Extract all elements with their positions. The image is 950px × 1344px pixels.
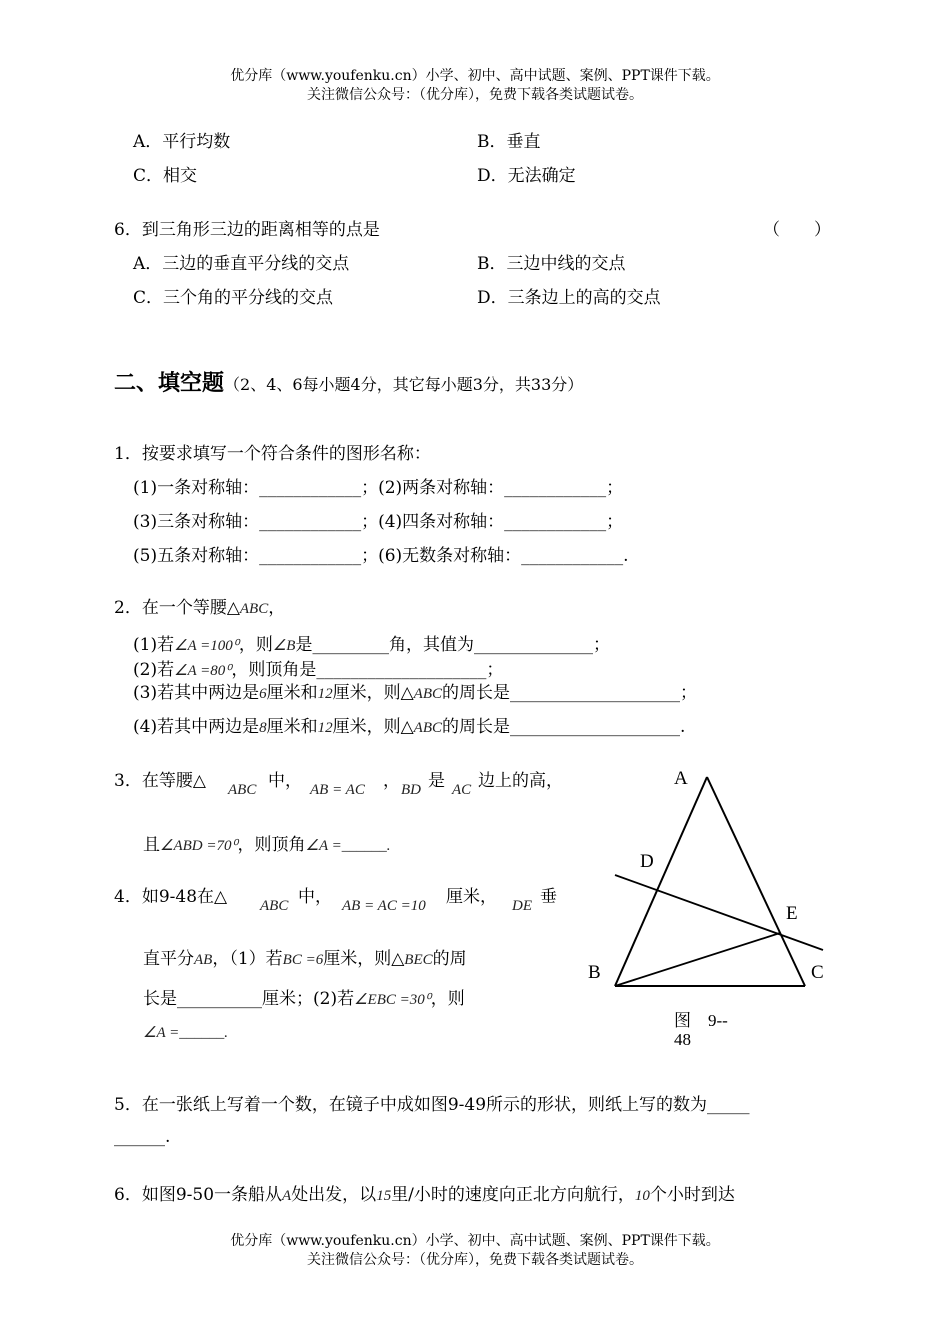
text: 长是__________厘米；(2)若	[143, 989, 355, 1009]
fill-q2-line4	[133, 712, 685, 737]
math: BC =6	[282, 952, 324, 968]
fill-q3-line1-b: 中，	[268, 771, 302, 791]
text: ，则顶角是____________________；	[231, 660, 504, 680]
math: ABC	[413, 686, 443, 702]
text: 是_________角，其值为______________；	[295, 635, 610, 655]
figure-caption-2: 48	[674, 1030, 691, 1049]
text: 厘米和	[266, 717, 318, 737]
q6-answer-paren: （ ）	[763, 220, 831, 240]
fill-q5-line1: 5．在一张纸上写着一个数，在镜子中成如图9-49所示的形状，则纸上写的数为_____	[114, 1095, 750, 1115]
fill-q2-line2	[133, 655, 503, 680]
label-b: B	[588, 962, 601, 983]
text: (3)若其中两边是	[133, 683, 260, 703]
math: ABC	[239, 601, 269, 617]
fill-q4-math-ab-ac: AB = AC =10	[342, 898, 426, 914]
label-a: A	[674, 768, 688, 789]
math: ∠B	[272, 638, 296, 654]
fill-q1-stem: 1．按要求填写一个符合条件的图形名称：	[114, 444, 431, 464]
math: 12	[317, 686, 333, 702]
q6-option-d: D．三条边上的高的交点	[477, 288, 661, 308]
math: A	[282, 1188, 292, 1204]
text: 个小时到达	[649, 1185, 735, 1205]
fill-q4-math-de: DE	[512, 898, 532, 914]
fill-q4-line3	[143, 984, 465, 1009]
figure-caption-1: 图 9--	[674, 1011, 728, 1030]
label-e: E	[786, 903, 798, 924]
fill-q3-line1-e: 边上的高，	[478, 771, 563, 791]
text: ，则	[238, 635, 273, 655]
footer-line-1: 优分库（www.youfenku.cn）小学、初中、高中试题、案例、PPT课件下载。	[230, 1233, 720, 1249]
math: BEC	[404, 952, 433, 968]
math: ABC	[413, 720, 443, 736]
fill-q4-line4: ∠A =______.	[143, 1025, 228, 1041]
math: 6	[259, 686, 267, 702]
math: 15	[376, 1188, 392, 1204]
text: 厘米，则△	[332, 683, 414, 703]
triangle-figure	[590, 760, 840, 1010]
fill-q3-math-ab-ac: AB = AC	[310, 782, 365, 798]
text: 6．如图9-50一条船从	[114, 1185, 283, 1205]
footer-line-2: 关注微信公众号：（优分库），免费下载各类试题试卷。	[307, 1252, 643, 1268]
fill-q3-line1-d: 是	[428, 771, 445, 791]
fill-q3-line1-c: ，	[383, 771, 400, 791]
fill-q1-line3: (5)五条对称轴：____________；(6)无数条对称轴：____________.	[133, 546, 629, 566]
fill-q4-math-abc: ABC	[260, 898, 289, 914]
q6-option-c: C．三个角的平分线的交点	[133, 288, 334, 308]
text: 里/小时的速度向正北方向航行，	[391, 1185, 635, 1205]
section-note: （2、4、6每小题4分，其它每小题3分，共33分）	[224, 375, 584, 394]
text: (1)若	[133, 635, 175, 655]
fill-q2-line1	[133, 630, 610, 655]
text: ，则顶角	[237, 835, 306, 855]
label-d: D	[640, 851, 654, 872]
fill-q4-line1-d: 垂	[540, 887, 557, 907]
text: 直平分	[143, 949, 194, 969]
q6-option-b: B．三边中线的交点	[477, 254, 626, 274]
header-line-1: 优分库（www.youfenku.cn）小学、初中、高中试题、案例、PPT课件下载。	[230, 68, 720, 84]
side-ac	[707, 777, 805, 986]
fill-q4-line1-b: 中，	[298, 887, 332, 907]
q5-option-a: A．平行均数	[133, 132, 231, 152]
math: 8	[259, 720, 267, 736]
fill-q5-line2: ______.	[114, 1127, 171, 1147]
math: ∠A =100⁰	[174, 638, 239, 654]
math: ∠EBC =30⁰	[354, 992, 431, 1008]
fill-q4-line2	[143, 944, 467, 969]
text: 且	[143, 835, 160, 855]
text: 的周长是____________________；	[442, 683, 698, 703]
math: ∠ABD =70⁰	[160, 838, 238, 854]
fill-q2-stem	[114, 593, 285, 618]
q5-option-d: D．无法确定	[477, 166, 576, 186]
text: 2．在一个等腰△	[114, 598, 240, 618]
q6-option-a: A．三边的垂直平分线的交点	[133, 254, 350, 274]
text: 厘米，则△	[323, 949, 405, 969]
q6-stem: 6．到三角形三边的距离相等的点是	[114, 220, 380, 240]
fill-q3-math-ac: AC	[452, 782, 472, 798]
math: 10	[634, 1188, 650, 1204]
fill-q3-math-bd: BD	[401, 782, 421, 798]
fill-q3-line1-a: 3．在等腰△	[114, 771, 206, 791]
math: ∠A =80⁰	[174, 663, 232, 679]
fill-q2-line3	[133, 678, 697, 703]
math: ∠A =______.	[305, 838, 391, 854]
section-title: 二、填空题	[114, 370, 225, 396]
text: 的周长是____________________.	[442, 717, 686, 737]
fill-q3-math-abc: ABC	[228, 782, 257, 798]
text: 处出发，以	[291, 1185, 377, 1205]
header-line-2: 关注微信公众号：（优分库），免费下载各类试题试卷。	[307, 87, 643, 103]
text: 厘米，则△	[332, 717, 414, 737]
text: 的周	[432, 949, 467, 969]
text: ，则	[430, 989, 465, 1009]
label-c: C	[811, 962, 824, 983]
math: 12	[317, 720, 333, 736]
section-heading	[114, 366, 583, 397]
q5-option-b: B．垂直	[477, 132, 541, 152]
side-ab	[615, 777, 707, 986]
segment-be	[615, 933, 780, 986]
fill-q1-line2: (3)三条对称轴：____________；(4)四条对称轴：____________；	[133, 512, 624, 532]
text: (4)若其中两边是	[133, 717, 260, 737]
fill-q1-line1: (1)一条对称轴：____________；(2)两条对称轴：____________；	[133, 478, 624, 498]
text: ，（1）若	[212, 949, 283, 969]
fill-q6-line1	[114, 1180, 735, 1205]
text: 厘米和	[266, 683, 318, 703]
text: ，	[268, 598, 286, 618]
fill-q3-line2	[143, 830, 390, 855]
q5-option-c: C．相交	[133, 166, 198, 186]
fill-q4-line1-a: 4．如9-48在△	[114, 887, 228, 907]
text: (2)若	[133, 660, 175, 680]
fill-q4-line1-c: 厘米，	[446, 887, 497, 907]
math: AB	[194, 952, 213, 968]
